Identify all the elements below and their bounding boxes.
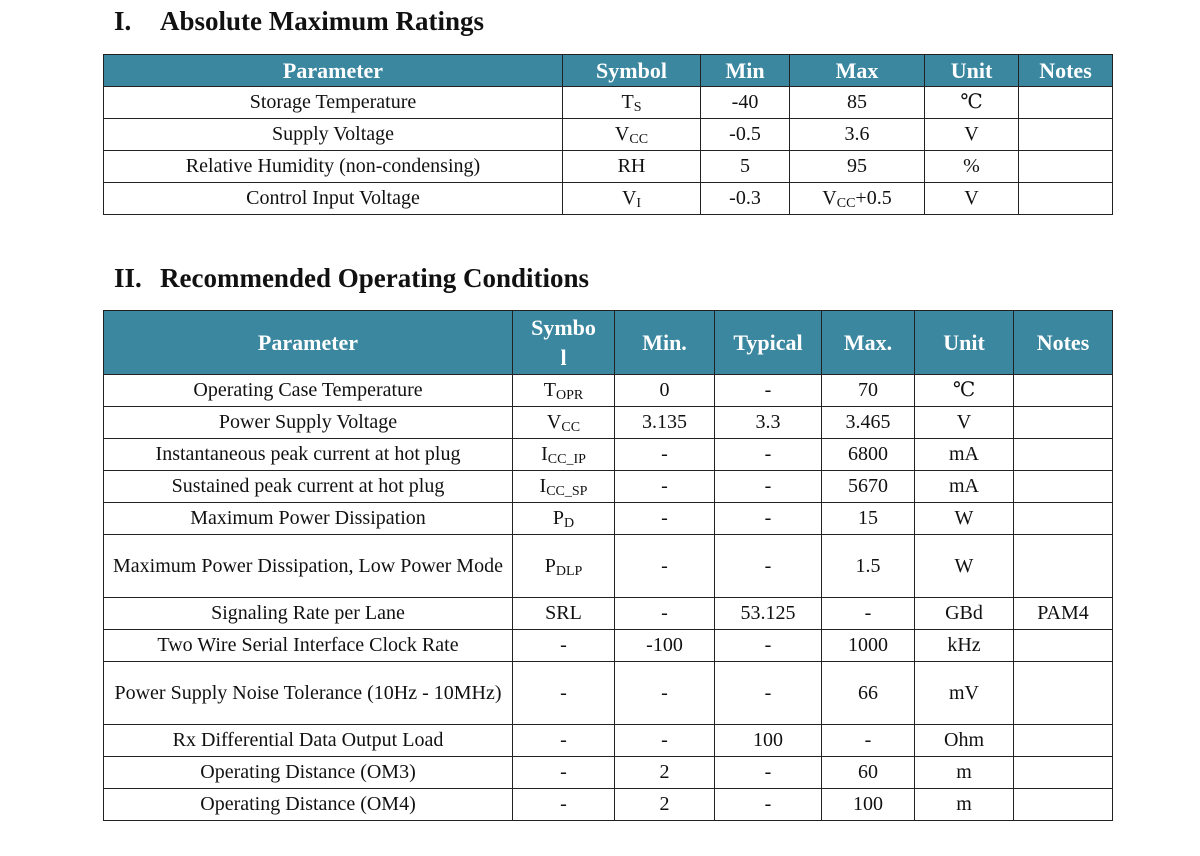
table-row <box>104 535 1113 598</box>
notes-cell <box>1019 119 1113 151</box>
table-row <box>104 439 1113 471</box>
symbol-base: P <box>544 554 556 577</box>
table-row <box>104 598 1113 630</box>
unit-cell: GBd <box>915 598 1014 630</box>
unit-cell: ℃ <box>925 87 1019 119</box>
symbol-base: - <box>560 793 567 815</box>
parameter-cell: Maximum Power Dissipation, Low Power Mode <box>104 535 513 598</box>
symbol-subscript: OPR <box>555 388 584 403</box>
unit-cell: mA <box>915 439 1014 471</box>
section-1-title-text: Absolute Maximum Ratings <box>160 6 485 36</box>
unit-cell: kHz <box>915 630 1014 662</box>
max-cell: 1.5 <box>822 535 915 598</box>
parameter-cell: Control Input Voltage <box>104 183 563 215</box>
parameter-cell: Power Supply Noise Tolerance (10Hz - 10MHz) <box>104 662 513 725</box>
symbol-cell <box>513 630 615 662</box>
table-row <box>104 789 1113 821</box>
symbol-cell <box>563 87 701 119</box>
notes-cell <box>1014 503 1113 535</box>
typical-cell: - <box>715 662 822 725</box>
absolute-maximum-ratings-table <box>103 54 1113 215</box>
min-cell: -100 <box>615 630 715 662</box>
symbol-cell <box>513 789 615 821</box>
notes-cell <box>1014 471 1113 503</box>
table-row <box>104 119 1113 151</box>
table-row <box>104 662 1113 725</box>
notes-cell <box>1014 535 1113 598</box>
column-header: Symbol <box>563 55 701 87</box>
table-row <box>104 757 1113 789</box>
table-header-row <box>104 311 1113 375</box>
column-header: Max <box>790 55 925 87</box>
max-cell: 60 <box>822 757 915 789</box>
typical-cell: 3.3 <box>715 407 822 439</box>
parameter-cell: Two Wire Serial Interface Clock Rate <box>104 630 513 662</box>
notes-cell <box>1014 439 1113 471</box>
table-row <box>104 407 1113 439</box>
symbol-cell <box>563 151 701 183</box>
column-header: Notes <box>1019 55 1113 87</box>
notes-cell <box>1014 407 1113 439</box>
notes-cell <box>1014 630 1113 662</box>
max-cell <box>790 119 925 151</box>
parameter-cell: Operating Distance (OM4) <box>104 789 513 821</box>
parameter-cell: Relative Humidity (non-condensing) <box>104 151 563 183</box>
symbol-base: V <box>621 187 637 209</box>
column-header: Parameter <box>104 311 513 375</box>
max-cell: 5670 <box>822 471 915 503</box>
symbol-subscript: S <box>633 100 642 115</box>
notes-cell <box>1014 757 1113 789</box>
symbol-subscript: I <box>636 196 642 211</box>
max-cell: 6800 <box>822 439 915 471</box>
symbol-base: I <box>539 475 547 497</box>
table-header-row <box>104 55 1113 87</box>
table-row <box>104 725 1113 757</box>
symbol-base: - <box>560 634 567 656</box>
section-2-title <box>114 263 589 294</box>
unit-cell: mA <box>915 471 1014 503</box>
column-header: Min <box>701 55 790 87</box>
unit-cell: Ohm <box>915 725 1014 757</box>
symbol-base: - <box>560 729 567 751</box>
column-header: Max. <box>822 311 915 375</box>
table-row <box>104 375 1113 407</box>
column-header: Parameter <box>104 55 563 87</box>
table-row <box>104 151 1113 183</box>
notes-cell <box>1019 87 1113 119</box>
symbol-base: - <box>560 761 567 783</box>
max-base: V <box>822 187 837 209</box>
min-cell: 2 <box>615 789 715 821</box>
typical-cell: - <box>715 630 822 662</box>
min-cell: 5 <box>701 151 790 183</box>
max-cell <box>790 183 925 215</box>
max-base: 95 <box>847 155 867 177</box>
unit-cell: W <box>915 503 1014 535</box>
symbol-base: V <box>614 123 630 145</box>
min-cell: -40 <box>701 87 790 119</box>
symbol-subscript: CC <box>561 420 581 435</box>
section-1-title <box>114 6 484 37</box>
notes-cell <box>1014 662 1113 725</box>
max-cell: 15 <box>822 503 915 535</box>
symbol-subscript: DLP <box>555 563 583 579</box>
max-cell: 70 <box>822 375 915 407</box>
parameter-cell: Operating Distance (OM3) <box>104 757 513 789</box>
column-header: Typical <box>715 311 822 375</box>
typical-cell: - <box>715 439 822 471</box>
table-row <box>104 471 1113 503</box>
max-sub: CC <box>836 196 856 211</box>
unit-cell: m <box>915 789 1014 821</box>
symbol-cell <box>513 598 615 630</box>
unit-cell: W <box>915 535 1014 598</box>
max-cell: - <box>822 598 915 630</box>
max-base: 3.6 <box>844 123 870 145</box>
parameter-cell: Power Supply Voltage <box>104 407 513 439</box>
symbol-cell <box>563 119 701 151</box>
unit-cell: ℃ <box>915 375 1014 407</box>
symbol-cell <box>513 535 615 598</box>
symbol-cell <box>513 471 615 503</box>
max-base: 85 <box>847 91 867 113</box>
parameter-cell: Maximum Power Dissipation <box>104 503 513 535</box>
symbol-subscript: CC_IP <box>547 452 586 467</box>
table-row <box>104 87 1113 119</box>
min-cell: 2 <box>615 757 715 789</box>
symbol-cell <box>513 503 615 535</box>
typical-cell: - <box>715 535 822 598</box>
table-row <box>104 630 1113 662</box>
parameter-cell: Sustained peak current at hot plug <box>104 471 513 503</box>
typical-cell: - <box>715 375 822 407</box>
min-cell: 3.135 <box>615 407 715 439</box>
recommended-operating-conditions-table <box>103 310 1113 821</box>
min-cell: -0.3 <box>701 183 790 215</box>
symbol-subscript: D <box>564 516 575 531</box>
notes-cell <box>1014 789 1113 821</box>
parameter-cell: Instantaneous peak current at hot plug <box>104 439 513 471</box>
parameter-cell: Rx Differential Data Output Load <box>104 725 513 757</box>
section-2-title-text: Recommended Operating Conditions <box>160 263 590 293</box>
column-header: Min. <box>615 311 715 375</box>
symbol-cell <box>513 662 615 725</box>
min-cell: -0.5 <box>701 119 790 151</box>
symbol-base: SRL <box>545 602 582 624</box>
min-cell: - <box>615 535 715 598</box>
table-row <box>104 183 1113 215</box>
typical-cell: 53.125 <box>715 598 822 630</box>
symbol-subscript: CC_SP <box>546 484 588 499</box>
typical-cell: - <box>715 789 822 821</box>
column-header: Unit <box>915 311 1014 375</box>
unit-cell: V <box>925 119 1019 151</box>
max-cell: 3.465 <box>822 407 915 439</box>
column-header: Notes <box>1014 311 1113 375</box>
parameter-cell: Operating Case Temperature <box>104 375 513 407</box>
parameter-cell: Signaling Rate per Lane <box>104 598 513 630</box>
symbol-base: T <box>621 91 634 113</box>
unit-cell: V <box>925 183 1019 215</box>
min-cell: - <box>615 725 715 757</box>
table-row <box>104 503 1113 535</box>
min-cell: - <box>615 439 715 471</box>
symbol-base: RH <box>617 155 646 177</box>
unit-cell: mV <box>915 662 1014 725</box>
column-header: Unit <box>925 55 1019 87</box>
typical-cell: - <box>715 471 822 503</box>
typical-cell: - <box>715 757 822 789</box>
typical-cell: - <box>715 503 822 535</box>
min-cell: - <box>615 662 715 725</box>
symbol-subscript: CC <box>629 132 649 147</box>
max-cell: 66 <box>822 662 915 725</box>
column-header: Symbo l <box>513 311 615 375</box>
notes-cell: PAM4 <box>1014 598 1113 630</box>
symbol-cell <box>513 439 615 471</box>
max-cell <box>790 151 925 183</box>
notes-cell <box>1014 375 1113 407</box>
unit-cell: % <box>925 151 1019 183</box>
symbol-cell <box>513 375 615 407</box>
min-cell: - <box>615 598 715 630</box>
parameter-cell: Storage Temperature <box>104 87 563 119</box>
max-cell: 100 <box>822 789 915 821</box>
max-cell <box>790 87 925 119</box>
parameter-cell: Supply Voltage <box>104 119 563 151</box>
section-2-number: II. <box>114 263 142 293</box>
symbol-cell <box>513 725 615 757</box>
notes-cell <box>1014 725 1113 757</box>
symbol-cell <box>563 183 701 215</box>
min-cell: - <box>615 471 715 503</box>
section-1-number: I. <box>114 6 132 36</box>
symbol-base: P <box>552 507 564 529</box>
notes-cell <box>1019 183 1113 215</box>
symbol-base: - <box>560 681 567 704</box>
typical-cell: 100 <box>715 725 822 757</box>
symbol-base: T <box>543 379 556 401</box>
max-cell: 1000 <box>822 630 915 662</box>
min-cell: - <box>615 503 715 535</box>
min-cell: 0 <box>615 375 715 407</box>
symbol-cell <box>513 407 615 439</box>
symbol-cell <box>513 757 615 789</box>
unit-cell: m <box>915 757 1014 789</box>
symbol-base: I <box>541 443 548 465</box>
notes-cell <box>1019 151 1113 183</box>
unit-cell: V <box>915 407 1014 439</box>
max-cell: - <box>822 725 915 757</box>
symbol-base: V <box>546 411 562 433</box>
max-tail: +0.5 <box>855 187 892 209</box>
